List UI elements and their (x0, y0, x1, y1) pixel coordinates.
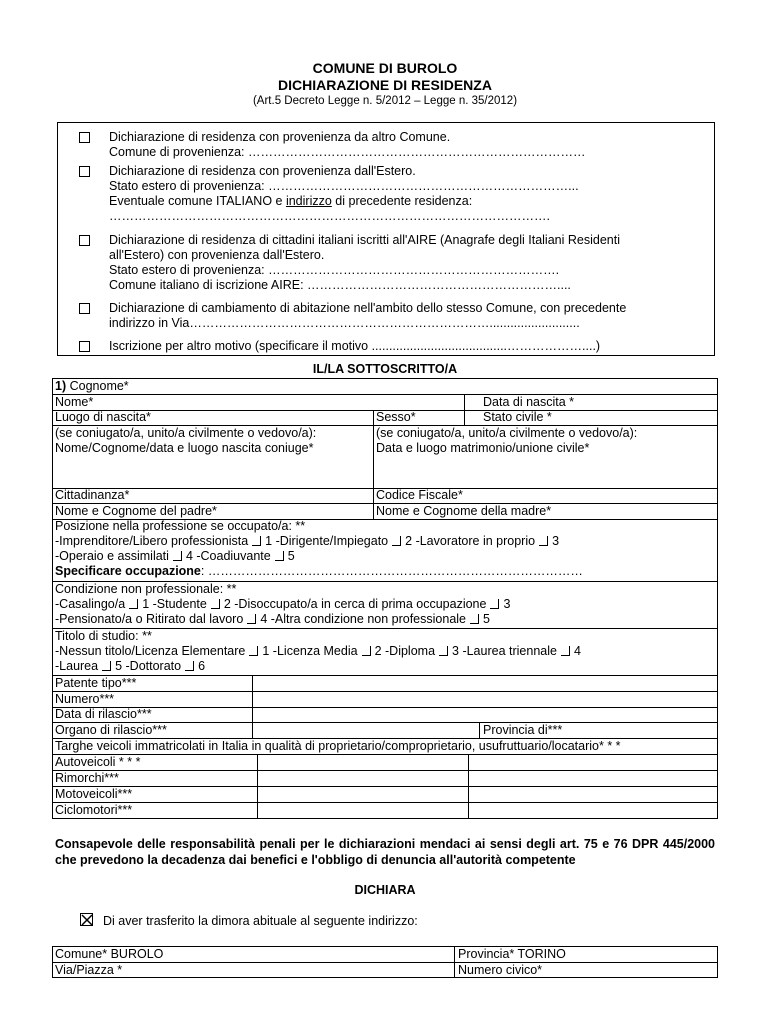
matrimonio-label: (se coniugato/a, unito/a civilmente o vedovo/a): Data e luogo matrimonio/unione civile* (376, 426, 638, 455)
legal-reference: (Art.5 Decreto Legge n. 5/2012 – Legge n. 35/2012) (252, 95, 518, 107)
checkmark-x-icon (81, 914, 94, 927)
residence-type-options (57, 122, 715, 356)
option-text: Stato estero di provenienza: ………………………………………………………………... (109, 179, 579, 193)
option-text: ……………………………………………………………………………………………. (109, 209, 550, 223)
checkbox[interactable] (129, 599, 138, 609)
checkbox[interactable] (79, 303, 90, 314)
provincia-field: Provincia* TORINO (458, 947, 566, 961)
checkbox[interactable] (102, 661, 111, 671)
dichiara-heading: DICHIARA (354, 883, 416, 897)
provincia-rilascio-label: Provincia di*** (483, 723, 563, 737)
option-text: Comune italiano di iscrizione AIRE: …………………………………………………….... (109, 278, 571, 292)
civico-field: Numero civico* (458, 963, 543, 977)
option-text: Dichiarazione di residenza con provenienza da altro Comune. (109, 130, 451, 144)
option-text: Dichiarazione di residenza con provenienza dall'Estero. (109, 164, 416, 178)
codice-fiscale-label: Codice Fiscale* (376, 488, 463, 502)
madre-label: Nome e Cognome della madre* (376, 504, 552, 518)
checkbox[interactable] (79, 132, 90, 143)
luogo-nascita-label: Luogo di nascita* (55, 410, 151, 424)
checkbox[interactable] (539, 536, 548, 546)
document-subtitle: DICHIARAZIONE DI RESIDENZA (278, 77, 492, 93)
checked-checkbox[interactable] (80, 913, 93, 926)
cognome-label: 1) Cognome* (55, 379, 129, 393)
nome-label: Nome* (55, 395, 94, 409)
padre-label: Nome e Cognome del padre* (55, 504, 217, 518)
option-text: Stato estero di provenienza: ……………………………………………………………. (109, 263, 560, 277)
document-title: COMUNE DI BUROLO (312, 60, 458, 76)
option-text: Dichiarazione di residenza di cittadini italiani iscritti all'AIRE (Anagrafe degli Italiani Residenti (109, 233, 620, 247)
numero-label: Numero*** (55, 692, 115, 706)
non-professionale-block: Condizione non professionale: ** -Casalingo/a 1 -Studente 2 -Disoccupato/a in cerca di prima occupazione 3 -Pensionato/a o Ritirato dal lavoro 4 -Altra condizione non professionale 5 (55, 582, 511, 626)
checkbox[interactable] (173, 551, 182, 561)
checkbox[interactable] (185, 661, 194, 671)
cittadinanza-label: Cittadinanza* (55, 488, 130, 502)
declaration-warning: Consapevole delle responsabilità penali per le dichiarazioni mendaci ai sensi degli art. 75 e 76 DPR 445/2000 che prevedono la decadenza dai benefici e l'obbligo di denuncia all'autorità competente (55, 837, 715, 867)
checkbox[interactable] (490, 599, 499, 609)
data-nascita-label: Data di nascita * (483, 395, 575, 409)
organo-rilascio-label: Organo di rilascio*** (55, 723, 167, 737)
comune-field: Comune* BUROLO (55, 947, 164, 961)
motoveicoli-label: Motoveicoli*** (55, 787, 133, 801)
option-text: Eventuale comune ITALIANO e indirizzo di precedente residenza: (109, 194, 473, 208)
section-title: IL/LA SOTTOSCRITTO/A (312, 362, 458, 376)
address-table (52, 946, 718, 978)
sesso-label: Sesso* (376, 410, 416, 424)
data-rilascio-label: Data di rilascio*** (55, 707, 152, 721)
rimorchi-label: Rimorchi*** (55, 771, 119, 785)
targhe-label: Targhe veicoli immatricolati in Italia in qualità di proprietario/comproprietario, usufruttuario/locatario* * * (55, 739, 621, 753)
option-text: Comune di provenienza: ……………………………………………………………………… (109, 145, 586, 159)
via-field: Via/Piazza * (55, 963, 123, 977)
checkbox[interactable] (362, 646, 371, 656)
checkbox[interactable] (470, 614, 479, 624)
checkbox[interactable] (275, 551, 284, 561)
autoveicoli-label: Autoveicoli * * * (55, 755, 141, 769)
checkbox[interactable] (439, 646, 448, 656)
checkbox[interactable] (561, 646, 570, 656)
coniuge-label: (se coniugato/a, unito/a civilmente o vedovo/a): Nome/Cognome/data e luogo nascita coniuge* (55, 426, 317, 455)
option-text: all'Estero) con provenienza dall'Estero. (109, 248, 325, 262)
ciclomotori-label: Ciclomotori*** (55, 803, 133, 817)
option-text: Dichiarazione di cambiamento di abitazione nell'ambito dello stesso Comune, con precedente (109, 301, 627, 315)
checkbox[interactable] (79, 166, 90, 177)
checkbox[interactable] (79, 235, 90, 246)
checkbox[interactable] (252, 536, 261, 546)
patente-label: Patente tipo*** (55, 676, 137, 690)
checkbox[interactable] (211, 599, 220, 609)
dimora-statement: Di aver trasferito la dimora abituale al seguente indirizzo: (103, 914, 418, 928)
titolo-studio-block: Titolo di studio: ** -Nessun titolo/Licenza Elementare 1 -Licenza Media 2 -Diploma 3 -Laurea triennale 4 -Laurea 5 -Dottorato 6 (55, 629, 581, 673)
checkbox[interactable] (79, 341, 90, 352)
professione-block: Posizione nella professione se occupato/a: ** -Imprenditore/Libero professionista 1 -Dirigente/Impiegato 2 -Lavoratore in proprio 3 -Operaio e assimilati 4 -Coadiuvante 5 Specificare occupazione: ……………………………………………………………………………… (55, 519, 583, 578)
option-text: indirizzo in Via……………………………………………………………….......................... (109, 316, 580, 330)
checkbox[interactable] (247, 614, 256, 624)
stato-civile-label: Stato civile * (483, 410, 552, 424)
personal-data-table (52, 378, 718, 819)
checkbox[interactable] (249, 646, 258, 656)
option-text: Iscrizione per altro motivo (specificare il motivo .......................................………………....) (109, 339, 601, 353)
checkbox[interactable] (392, 536, 401, 546)
